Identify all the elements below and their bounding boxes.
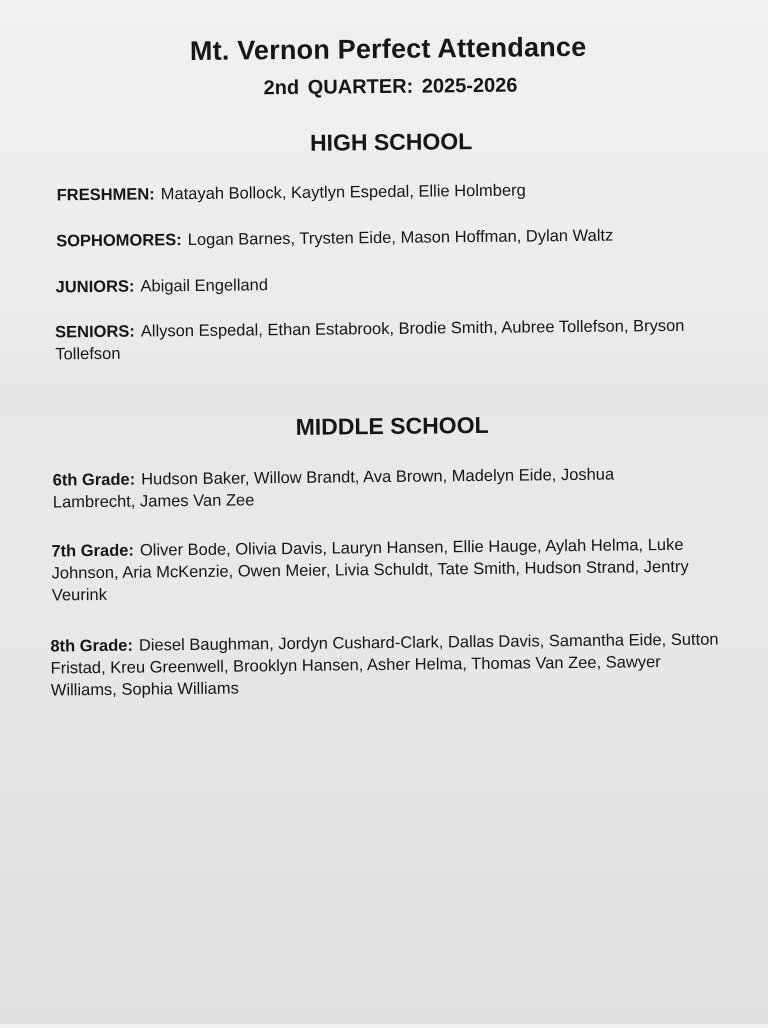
grade-6-entry: [53, 463, 663, 513]
sophomores-names: Logan Barnes, Trysten Eide, Mason Hoffman, Dylan Waltz: [187, 226, 614, 250]
grade-8-entry: [50, 628, 721, 701]
document-title: Mt. Vernon Perfect Attendance: [189, 31, 587, 67]
freshmen-names: Matayah Bollock, Kaytlyn Espedal, Ellie Holmberg: [160, 181, 526, 204]
juniors-label: JUNIORS:: [55, 277, 135, 297]
grade-7-label: 7th Grade:: [51, 541, 135, 561]
freshmen-entry: [57, 177, 737, 206]
document-subtitle: 2nd QUARTER: 2025-2026: [263, 74, 518, 100]
freshmen-label: FRESHMEN:: [56, 185, 155, 205]
seniors-entry: [55, 314, 735, 365]
grade-6-names: Hudson Baker, Willow Brandt, Ava Brown, Madelyn Eide, Joshua Lambrecht, James Van Zee: [52, 465, 615, 512]
sophomores-entry: [56, 223, 736, 252]
grade-8-label: 8th Grade:: [50, 636, 134, 656]
seniors-label: SENIORS:: [55, 322, 135, 342]
grade-7-names: Oliver Bode, Olivia Davis, Lauryn Hansen, Ellie Hauge, Aylah Helma, Luke Johnson, Aria McKenzie, Owen Meier, Livia Schuldt, Tate Smith, Hudson Strand, Jentry Veurink: [51, 535, 689, 605]
sophomores-label: SOPHOMORES:: [56, 231, 182, 251]
juniors-entry: [56, 269, 736, 298]
juniors-names: Abigail Engelland: [140, 276, 269, 296]
grade-7-entry: [51, 533, 742, 606]
seniors-names: Allyson Espedal, Ethan Estabrook, Brodie Smith, Aubree Tollefson, Bryson Tollefson: [55, 316, 685, 364]
grade-8-names: Diesel Baughman, Jordyn Cushard-Clark, Dallas Davis, Samantha Eide, Sutton Fristad, Kreu Greenwell, Brooklyn Hansen, Asher Helma, Thomas Van Zee, Sawyer Williams, Sophia Williams: [50, 630, 719, 700]
grade-6-label: 6th Grade:: [52, 470, 136, 490]
middle-school-heading: MIDDLE SCHOOL: [295, 411, 489, 440]
high-school-heading: HIGH SCHOOL: [309, 128, 473, 156]
